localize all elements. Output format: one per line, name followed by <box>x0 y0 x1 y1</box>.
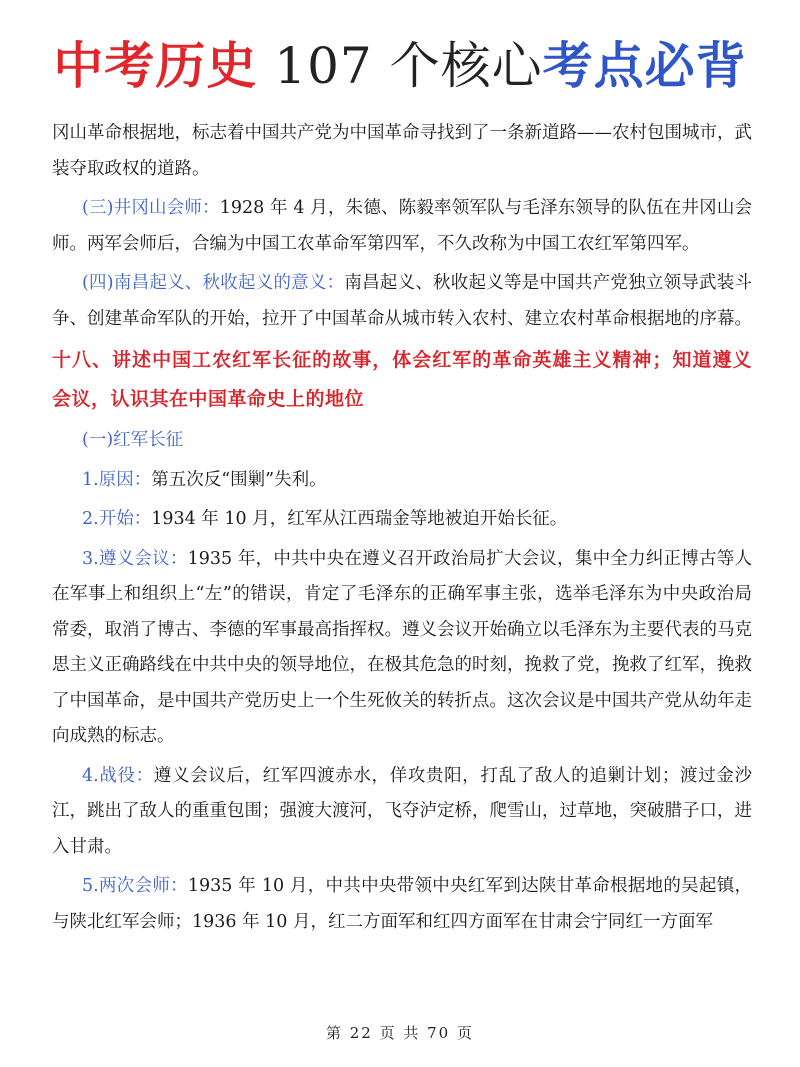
list-item <box>52 463 752 499</box>
item-text: 遵义会议后，红军四渡赤水，佯攻贵阳，打乱了敌人的追剿计划；渡过金沙江，跳出了敌人的重重包围；强渡大渡河，飞夺泸定桥，爬雪山，过草地，突破腊子口，进入甘肃。 <box>52 765 753 857</box>
page-title <box>0 34 800 98</box>
paragraph-uprisings-significance <box>52 266 752 337</box>
list-item <box>52 542 752 755</box>
subsection-title-long-march: (一)红军长征 <box>82 430 184 450</box>
title-blue-part: 考点必背 <box>542 37 747 95</box>
item-text: 1935 年 10 月，中共中央带领中央红军到达陕甘革命根据地的吴起镇，与陕北红军会师；1936 年 10 月，红二方面军和红四方面军在甘肃会宁同红一方面军 <box>52 876 752 932</box>
item-label: 3.遵义会议： <box>82 548 188 569</box>
list-item <box>52 869 752 940</box>
item-text: 1935 年，中共中央在遵义召开政治局扩大会议，集中全力纠正博古等人在军事上和组织上“左”的错误，肯定了毛泽东的正确军事主张，选举毛泽东为中央政治局常委，取消了博古、李德的军事最高指挥权。遵义会议开始确立以毛泽东为主要代表的马克思主义正确路线在中共中央的领导地位，在极其危急的时刻，挽救了党，挽救了红军，挽救了中国革命，是中国共产党历史上一个生死攸关的转折点。这次会议是中国共产党从幼年走向成熟的标志。 <box>52 548 752 746</box>
document-body <box>52 116 752 944</box>
page-number-footer: 第 22 页 共 70 页 <box>325 1024 474 1042</box>
item-label: 5.两次会师： <box>82 876 188 896</box>
paragraph-text: 南昌起义、秋收起义等是中国共产党独立领导武装斗争、创建革命军队的开始，拉开了中国革命从城市转入农村、建立农村革命根据地的序幕。 <box>52 273 753 329</box>
title-red-part: 中考历史 <box>53 37 258 95</box>
paragraph-label: (四)南昌起义、秋收起义的意义： <box>82 273 345 293</box>
paragraph-jinggangshan-base: 冈山革命根据地，标志着中国共产党为中国革命寻找到了一条新道路——农村包围城市，武装夺取政权的道路。 <box>52 123 752 179</box>
list-item <box>52 759 752 866</box>
item-label: 4.战役： <box>82 765 154 786</box>
list-item <box>52 502 752 538</box>
paragraph-label: (三)井冈山会师： <box>82 198 220 218</box>
item-text: 第五次反“围剿”失利。 <box>151 469 327 490</box>
item-label: 1.原因： <box>82 469 152 490</box>
section-heading-18: 十八、讲述中国工农红军长征的故事，体会红军的革命英雄主义精神；知道遵义会议，认识其在中国革命史上的地位 <box>52 349 752 410</box>
title-dark-part: 107 个核心 <box>257 37 543 95</box>
item-text: 1934 年 10 月，红军从江西瑞金等地被迫开始长征。 <box>151 509 568 529</box>
paragraph-jinggangshan-meeting <box>52 191 752 262</box>
paragraph-text: 1928 年 4 月，朱德、陈毅率领军队与毛泽东领导的队伍在井冈山会师。两军会师后，合编为中国工农革命军第四军，不久改称为中国工农红军第四军。 <box>52 198 752 254</box>
item-label: 2.开始： <box>82 509 152 529</box>
